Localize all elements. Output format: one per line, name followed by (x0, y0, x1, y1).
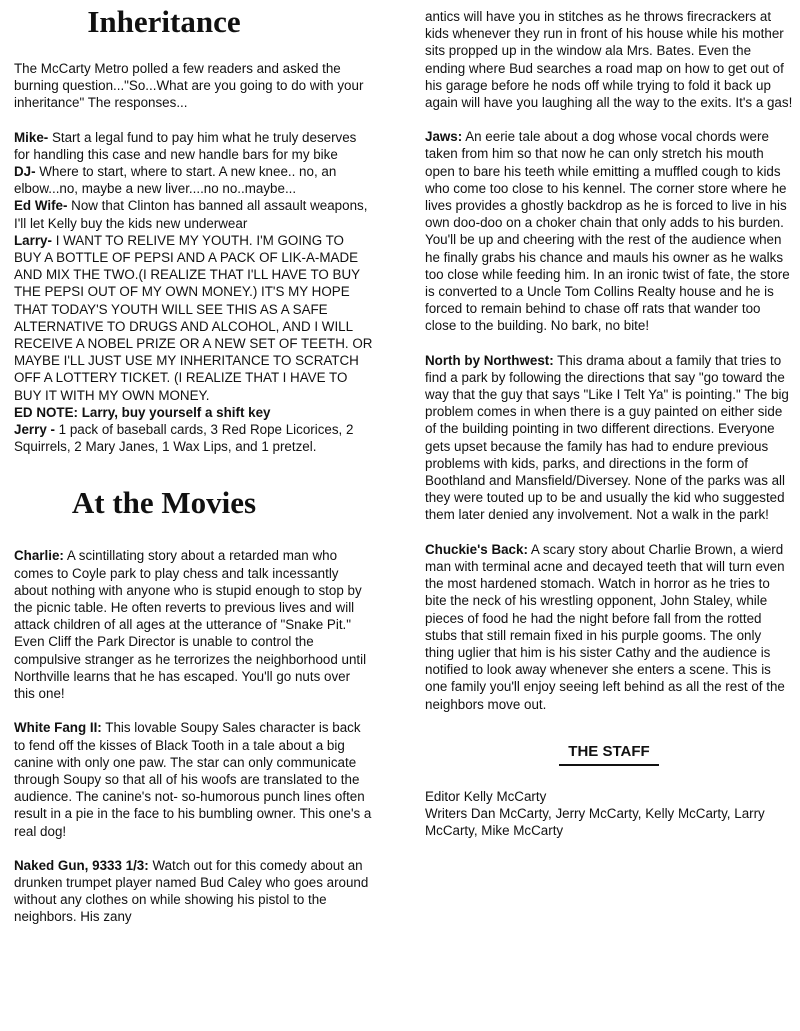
writers-names: Dan McCarty, Jerry McCarty, Kelly McCarty, Larry McCarty, Mike McCarty (425, 805, 765, 839)
response-name: Mike- (14, 129, 49, 145)
review-text: This drama about a family that tries to find a park by following the directions that say "go toward the way that the guy that says "Like I Telt Ya" is pointing." The big problem comes in when there is a guy painted on either side of the building pointing in two different directions. Everyone gets upset because the family has had to endure previous problems with kids, parks, and directions in the form of Boothland and Mansfield/Diversey. None of the parks was all they were touted up to be and usually the kid who suggested them later denied any involvement. Not a walk in the park! (425, 352, 789, 523)
staff-editor (425, 788, 793, 805)
inheritance-intro: The McCarty Metro polled a few readers and asked the burning question..."So...What are you going to do with your inheritance" The responses... (14, 61, 364, 111)
response-name: Ed Wife- (14, 198, 68, 214)
response-name: Larry- (14, 232, 52, 248)
review-white-fang (14, 719, 374, 839)
review-text: A scintillating story about a retarded man who comes to Coyle park to play chess and talk incessantly about nothing with anyone who is stupid enough to stop by the picnic table. He often reverts to previous lives and will attack children of all ages at the utterance of "Snake Pit." Even Cliff the Park Director is unable to control the compulsive stranger as he terrorizes the neighborhood until Northville learns that he has escaped. You'll go nuts over this one! (14, 548, 367, 702)
review-title: White Fang II: (14, 720, 102, 736)
response-larry (14, 232, 374, 404)
editor-label: Editor (425, 788, 460, 804)
staff-divider (559, 764, 659, 766)
review-text: Watch out for this comedy about an drunken trumpet player named Bud Caley who goes around without any clothes on while showing his pistol to the neighbors. His zany (14, 857, 369, 925)
review-naked-gun (14, 857, 374, 926)
response-text: Start a legal fund to pay him what he truly deserves for handling this case and new handle bars for my bike (14, 129, 357, 162)
review-title: Jaws: (425, 129, 463, 145)
response-text: Where to start, where to start. A new knee.. no, an elbow...no, maybe a new liver....no no..maybe... (14, 164, 337, 197)
inheritance-responses (14, 129, 374, 456)
staff-section (425, 743, 793, 840)
review-text: This lovable Soupy Sales character is back to fend off the kisses of Black Tooth in a tale about a big canine with only one paw. The star can only communicate through Soupy so that all of his woofs are translated to the audience. The canine's not- so-humorous punch lines often result in a pie in the face to his bumbling owner. This one's a real dog! (14, 720, 372, 839)
staff-writers (425, 805, 793, 839)
response-name: DJ- (14, 164, 36, 180)
inheritance-title: Inheritance (87, 4, 241, 39)
response-text: I WANT TO RELIVE MY YOUTH. I'M GOING TO BUY A BOTTLE OF PEPSI AND A PACK OF LIK-A-MADE AND MIX THE TWO.(I REALIZE THAT I'LL HAVE TO BUY THE PEPSI OUT OF MY OWN MONEY.) IT'S MY HOPE THAT TODAY'S YOUTH WILL SEE THIS AS A SAFE ALTERNATIVE TO DRUGS AND ALCOHOL, AND I WILL RECEIVE A NOBEL PRIZE OR A NEW SET OF TEETH. OR MAYBE I'LL JUST USE MY INHERITANCE TO SCRATCH OFF A LOTTERY TICKET. (I REALIZE THAT I HAVE TO BUY IT WITH MY OWN MONEY. (14, 232, 373, 403)
review-title: North by Northwest: (425, 352, 554, 368)
staff-title: THE STAFF (568, 742, 650, 760)
review-text: A scary story about Charlie Brown, a wierd man with terminal acne and decayed teeth that will turn even the most hardened stomach. Watch in horror as he tries to bite the neck of his wrestling opponent, John Staley, while pieces of food he had the night before fall from the rotted stubs that still remain fixed in his purple gooms. The only thing uglier that him is his sister Cathy and the audience is notified to look away whenever she enters a scene. This is one family you'll enjoy seeing left behind as all the rest of the neighbors move out. (425, 541, 785, 712)
review-text: An eerie tale about a dog whose vocal chords were taken from him so that now he can only stretch his mouth open to bare his teeth while emitting a muffled cough to kids who come too close to his kennel. The corner store where he lives provides a ghostly backdrop as he is forced to live in his own doo-doo on a choker chain that only adds to his burden. You'll be up and cheering with the rest of the audience when he finally grabs his chance and mauls his owner as he walks too close while feeding him. In an ironic twist of fate, the store is converted to a Uncle Tom Collins Realty house and he is forced to remain behind to chase off rats that wander too close to the building. No bark, no bite! (425, 129, 790, 334)
ed-note-text: ED NOTE: Larry, buy yourself a shift key (14, 404, 271, 420)
response-dj (14, 163, 374, 197)
response-text: Now that Clinton has banned all assault weapons, I'll let Kelly buy the kids new underwear (14, 198, 368, 231)
movies-title: At the Movies (71, 485, 257, 521)
review-naked-gun-continued: antics will have you in stitches as he throws firecrackers at kids whenever they run in front of his house while his mother sits propped up in the window ala Mrs. Bates. Even the ending where Bud searches a road map on how to get out of his garage before he nods off while trying to fold it back up again will have you laughing all the way to the exits. It's a gas! (425, 9, 793, 111)
response-text: 1 pack of baseball cards, 3 Red Rope Licorices, 2 Squirrels, 2 Mary Janes, 1 Wax Lips, and 1 pretzel. (14, 422, 354, 455)
response-mike (14, 129, 374, 163)
review-charlie (14, 547, 374, 702)
review-title: Naked Gun, 9333 1/3: (14, 857, 149, 873)
review-jaws (425, 128, 793, 334)
review-title: Chuckie's Back: (425, 541, 528, 557)
review-chuckies-back (425, 541, 793, 713)
response-name: Jerry - (14, 422, 55, 438)
response-jerry (14, 421, 374, 455)
review-north-by-northwest (425, 352, 793, 524)
response-ed-wife (14, 197, 374, 231)
right-column (425, 0, 793, 839)
editor-name: Kelly McCarty (459, 788, 547, 804)
left-column (14, 0, 374, 926)
review-title: Charlie: (14, 548, 64, 564)
writers-label: Writers (425, 805, 468, 821)
ed-note (14, 404, 374, 421)
